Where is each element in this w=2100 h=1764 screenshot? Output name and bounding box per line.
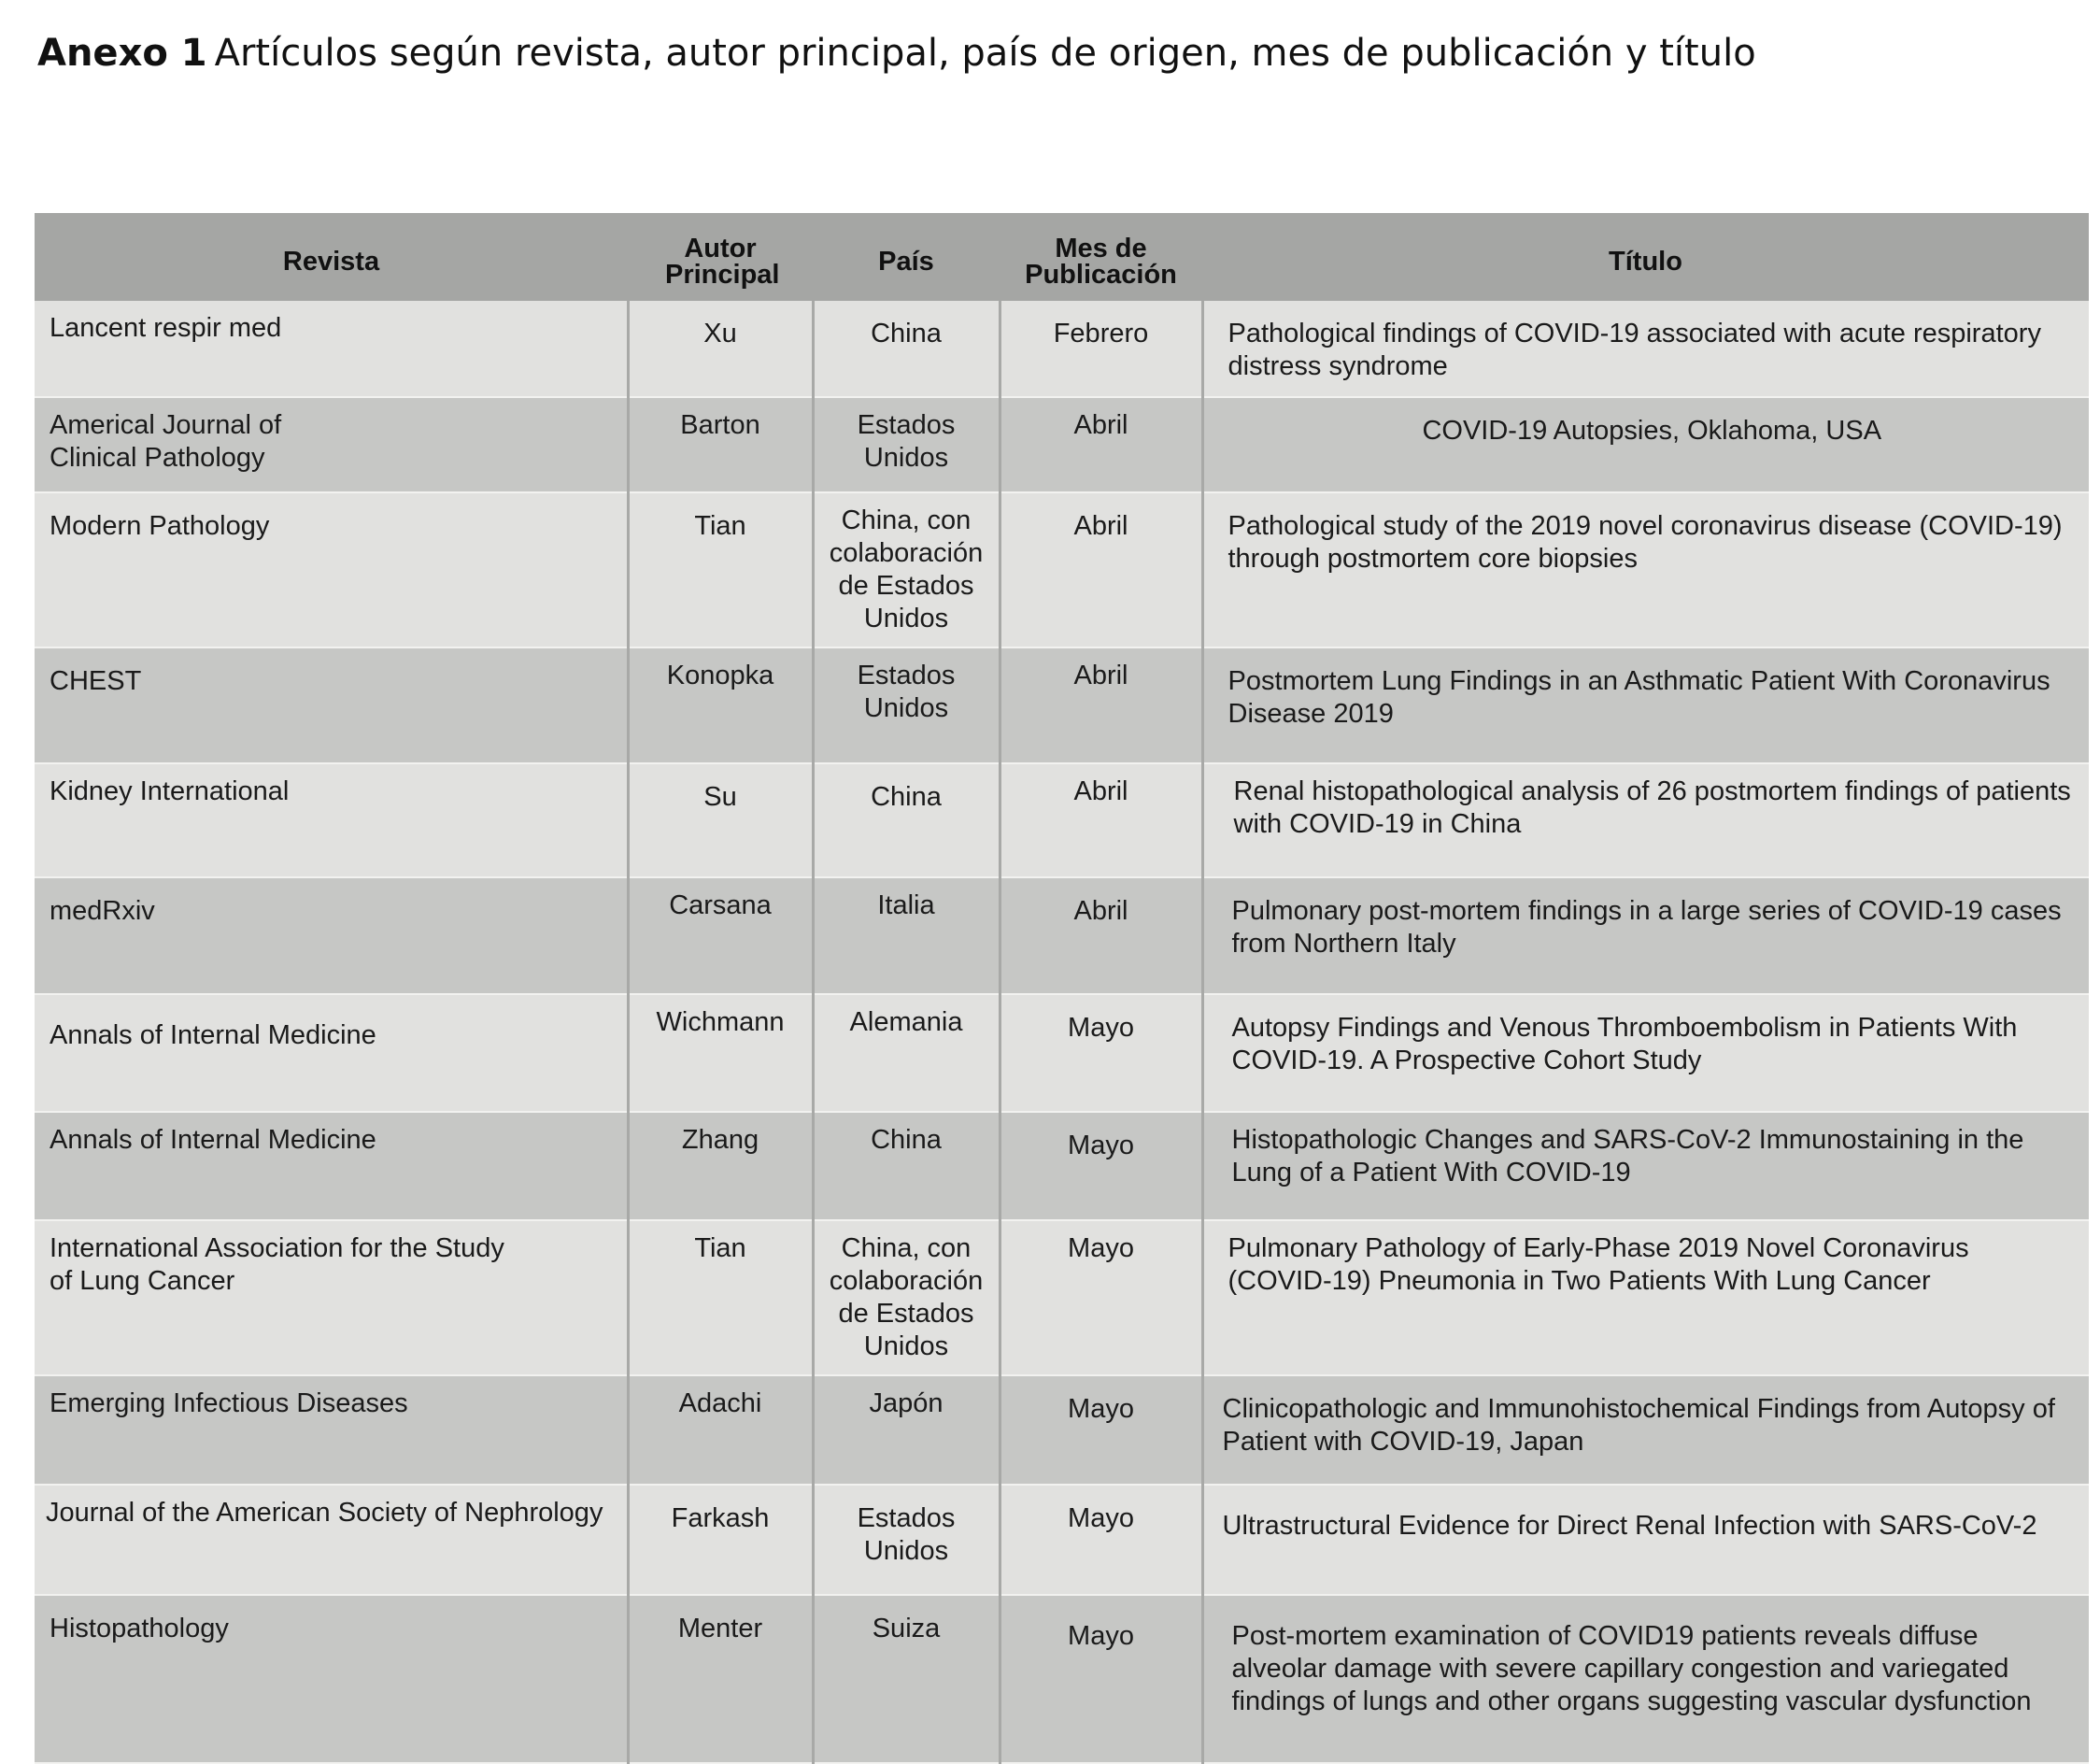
cell-autor: Tian	[628, 492, 813, 647]
cell-revista: Modern Pathology	[35, 492, 628, 647]
table-row	[35, 763, 2089, 877]
header-titulo: Título	[1202, 213, 2089, 301]
caption-text: Artículos según revista, autor principal, país de origen, mes de publicación y título	[214, 32, 1756, 75]
table-row	[35, 647, 2089, 763]
cell-revista: CHEST	[35, 647, 628, 763]
table-row	[35, 877, 2089, 994]
cell-pais: Estados Unidos	[813, 647, 1000, 763]
cell-mes: Febrero	[1000, 301, 1202, 397]
cell-titulo: Autopsy Findings and Venous Thromboembolism in Patients With COVID-19. A Prospective Cohort Study	[1202, 994, 2089, 1112]
cell-autor: Carsana	[628, 877, 813, 994]
cell-pais: China, con colaboración de Estados Unidos	[813, 492, 1000, 647]
cell-autor: Zhang	[628, 1112, 813, 1220]
cell-mes: Abril	[1000, 877, 1202, 994]
cell-pais: Japón	[813, 1375, 1000, 1485]
cell-titulo: Renal histopathological analysis of 26 postmortem findings of patients with COVID-19 in China	[1202, 763, 2089, 877]
table-row	[35, 1112, 2089, 1220]
cell-titulo: Post-mortem examination of COVID19 patients reveals diffuse alveolar damage with severe capillary congestion and variegated findings of lungs and other organs suggesting vascular dysfunction	[1202, 1595, 2089, 1763]
cell-revista: Journal of the American Society of Nephrology	[35, 1485, 628, 1595]
cell-pais: Estados Unidos	[813, 1485, 1000, 1595]
cell-titulo: Pulmonary Pathology of Early-Phase 2019 Novel Coronavirus (COVID-19) Pneumonia in Two Patients With Lung Cancer	[1202, 1220, 2089, 1375]
cell-revista: Americal Journal of Clinical Pathology	[35, 397, 628, 492]
cell-autor: Barton	[628, 397, 813, 492]
header-revista: Revista	[35, 213, 628, 301]
table-body	[35, 301, 2089, 1763]
cell-revista: Histopathology	[35, 1595, 628, 1763]
cell-titulo: Pathological study of the 2019 novel coronavirus disease (COVID-19) through postmortem core biopsies	[1202, 492, 2089, 647]
cell-titulo: Pulmonary post-mortem findings in a large series of COVID-19 cases from Northern Italy	[1202, 877, 2089, 994]
cell-revista: Kidney International	[35, 763, 628, 877]
cell-autor: Konopka	[628, 647, 813, 763]
cell-revista: Emerging Infectious Diseases	[35, 1375, 628, 1485]
table-row	[35, 1220, 2089, 1375]
cell-autor: Farkash	[628, 1485, 813, 1595]
table-caption	[37, 26, 1756, 80]
cell-titulo: COVID-19 Autopsies, Oklahoma, USA	[1202, 397, 2089, 492]
table-row	[35, 1485, 2089, 1595]
caption-label: Anexo 1	[37, 32, 207, 75]
header-autor-principal: Autor Principal	[628, 213, 813, 301]
cell-pais: China	[813, 301, 1000, 397]
cell-autor: Tian	[628, 1220, 813, 1375]
cell-autor: Wichmann	[628, 994, 813, 1112]
table-row	[35, 1375, 2089, 1485]
header-mes-publicacion: Mes de Publicación	[1000, 213, 1202, 301]
table-header	[35, 213, 2089, 301]
table-row	[35, 397, 2089, 492]
table-row	[35, 492, 2089, 647]
cell-mes: Mayo	[1000, 994, 1202, 1112]
cell-mes: Mayo	[1000, 1220, 1202, 1375]
table-row	[35, 994, 2089, 1112]
cell-revista: medRxiv	[35, 877, 628, 994]
header-pais: País	[813, 213, 1000, 301]
cell-pais: Suiza	[813, 1595, 1000, 1763]
cell-mes: Mayo	[1000, 1485, 1202, 1595]
cell-pais: Italia	[813, 877, 1000, 994]
cell-revista: Annals of Internal Medicine	[35, 1112, 628, 1220]
cell-mes: Mayo	[1000, 1375, 1202, 1485]
cell-titulo: Ultrastructural Evidence for Direct Renal Infection with SARS-CoV-2	[1202, 1485, 2089, 1595]
cell-pais: Estados Unidos	[813, 397, 1000, 492]
cell-titulo: Histopathologic Changes and SARS-CoV-2 Immunostaining in the Lung of a Patient With COVID-19	[1202, 1112, 2089, 1220]
cell-revista: International Association for the Study of Lung Cancer	[35, 1220, 628, 1375]
cell-autor: Menter	[628, 1595, 813, 1763]
cell-revista: Annals of Internal Medicine	[35, 994, 628, 1112]
cell-autor: Adachi	[628, 1375, 813, 1485]
cell-titulo: Pathological findings of COVID-19 associated with acute respiratory distress syndrome	[1202, 301, 2089, 397]
cell-autor: Xu	[628, 301, 813, 397]
cell-mes: Mayo	[1000, 1595, 1202, 1763]
articles-table	[35, 213, 2089, 1764]
cell-pais: China	[813, 1112, 1000, 1220]
cell-mes: Mayo	[1000, 1112, 1202, 1220]
cell-mes: Abril	[1000, 492, 1202, 647]
table-row	[35, 301, 2089, 397]
cell-pais: China	[813, 763, 1000, 877]
cell-mes: Abril	[1000, 763, 1202, 877]
cell-pais: China, con colaboración de Estados Unidos	[813, 1220, 1000, 1375]
cell-titulo: Postmortem Lung Findings in an Asthmatic Patient With Coronavirus Disease 2019	[1202, 647, 2089, 763]
cell-titulo: Clinicopathologic and Immunohistochemical Findings from Autopsy of Patient with COVID-19, Japan	[1202, 1375, 2089, 1485]
cell-mes: Abril	[1000, 397, 1202, 492]
header-row	[35, 213, 2089, 301]
cell-revista: Lancent respir med	[35, 301, 628, 397]
cell-mes: Abril	[1000, 647, 1202, 763]
cell-pais: Alemania	[813, 994, 1000, 1112]
cell-autor: Su	[628, 763, 813, 877]
table-row	[35, 1595, 2089, 1763]
